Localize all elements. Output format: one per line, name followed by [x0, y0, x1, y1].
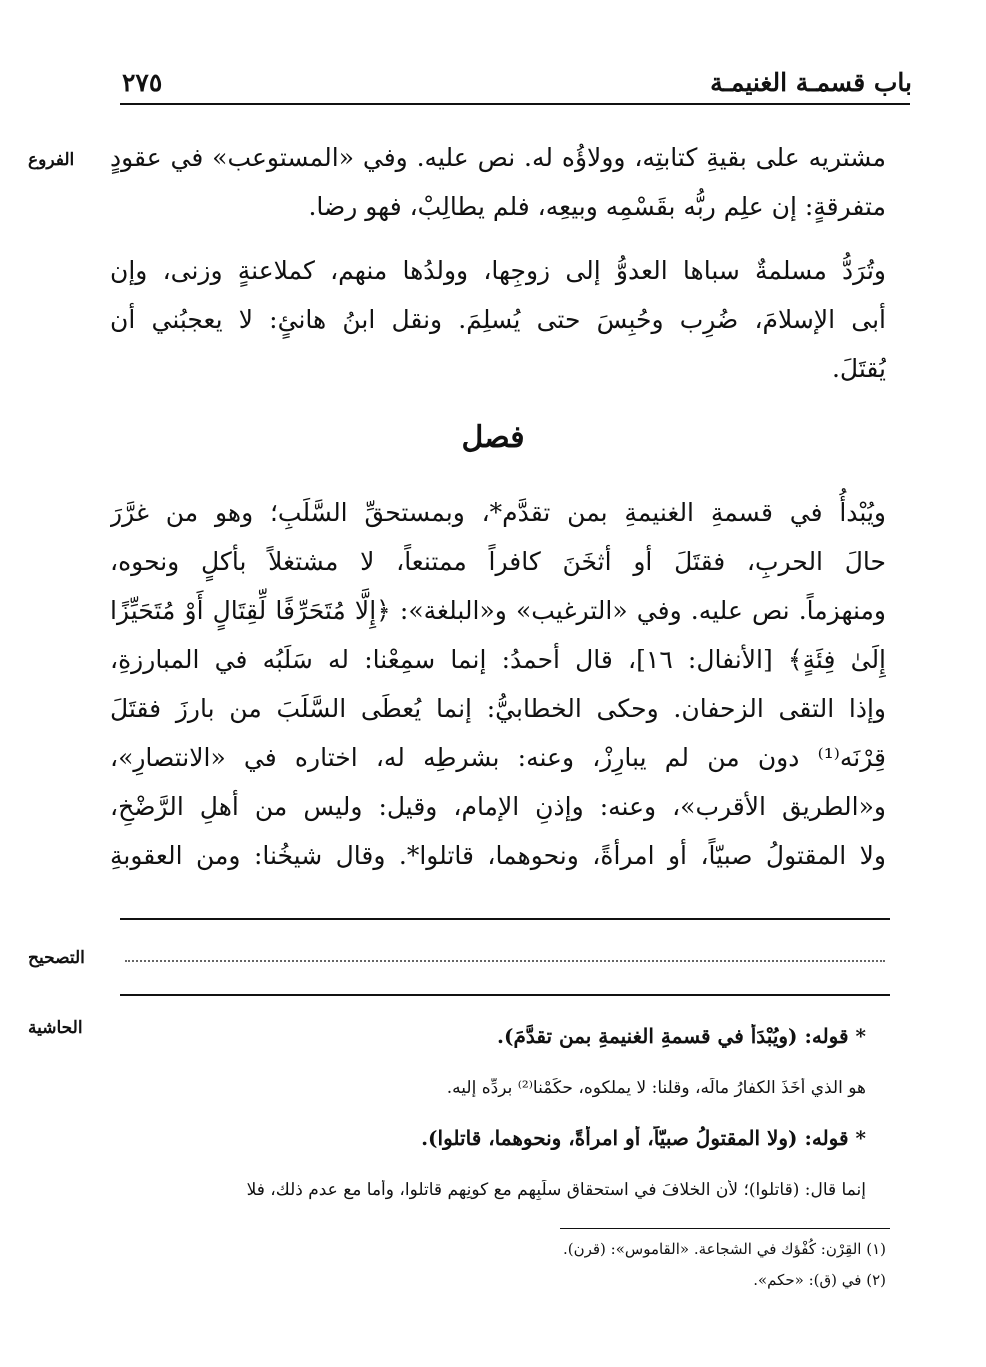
- footnote-rule: [560, 1228, 890, 1229]
- header-rule: [120, 103, 910, 105]
- running-head: باب قسمـة الغنيمـة: [710, 68, 912, 97]
- gloss-2-body: إنما قال: (قاتلوا)؛ لأن الخلافَ في استحقاقِ سلَبِهم مع كونِهم قاتلوا، وأما مع عدمِ ذلك، فلا: [246, 1180, 866, 1200]
- divider-rule: [120, 994, 890, 996]
- text-line: ويُبْدأُ في قسمةِ الغنيمةِ بمن تقدَّم*، وبمستحقِّ السَّلَبِ؛ وهو من غرَّرَ: [110, 498, 886, 527]
- page-number: ٢٧٥: [122, 68, 163, 97]
- footnote-1: (١) القِرْن: كُفْؤك في الشجاعة. «القاموس»: (قرن).: [562, 1240, 886, 1258]
- text-line: ومنهزماً. نص عليه. وفي «الترغيب» و«البلغة»: ﴿إِلَّا مُتَحَرِّفًا لِّقِتَالٍ أَوْ مُتَحَيِّزًا: [110, 596, 886, 625]
- divider-rule: [120, 918, 890, 920]
- page-header: [112, 68, 912, 104]
- text-line: وتُرَدُّ مسلمةٌ سباها العدوُّ إلى زوجِها، وولدُها منهم، كملاعنةٍ وزنى، وإن: [110, 256, 886, 285]
- side-label-hashiya: الحاشية: [28, 1018, 83, 1038]
- text-line: أبى الإسلامَ، ضُرِب وحُبِسَ حتى يُسلِمَ. ونقل ابنُ هانئٍ: لا يعجبُني أن: [110, 305, 886, 334]
- side-label-tashih: التصحيح: [28, 948, 85, 968]
- gloss-1-head: * قوله: (ويُبْدَأُ في قسمةِ الغنيمةِ بمن تقدَّمَ).: [497, 1024, 866, 1048]
- text-line: وإذا التقى الزحفان. وحكى الخطابيُّ: إنما يُعطَى السَّلَبَ من بارزَ فقتَلَ: [110, 694, 886, 723]
- text-line: قِرْنَه⁽¹⁾ دون من لم يبارِزْ، وعنه: بشرطِه له، اختاره في «الانتصارِ»،: [110, 743, 886, 772]
- gloss-2-head: * قوله: (ولا المقتولُ صبيّاً، أو امرأةً، ونحوهما، قاتلوا).: [421, 1126, 866, 1150]
- paragraph-1: [110, 133, 886, 231]
- text-line: ولا المقتولُ صبيّاً، أو امرأةً، ونحوهما، قاتلوا*. وقال شيخُنا: ومن العقوبةِ: [110, 841, 886, 870]
- text-line: متفرقةٍ: إن علِم ربُّه بقَسْمِه وبيعِه، فلم يطالِبْ، فهو رضا.: [308, 192, 886, 221]
- side-label-furu: الفروع: [28, 150, 75, 170]
- section-title: فصل: [461, 420, 525, 455]
- paragraph-2: [110, 246, 886, 393]
- text-line: حالَ الحربِ، فقتَلَ أو أثخَنَ كافراً ممتنعاً، لا مشتغلاً بأكلٍ ونحوه،: [110, 547, 886, 576]
- footnote-2: (٢) في (ق): «حكم».: [753, 1271, 886, 1289]
- text-line: و«الطريق الأقرب»، وعنه: وإذنِ الإمام، وقيل: وليس من أهلِ الرَّضْخِ،: [110, 792, 886, 821]
- text-line: إِلَىٰ فِئَةٍ﴾ [الأنفال: ١٦]، قال أحمدُ: إنما سمِعْنا: له سَلَبُه في المبارزةِ،: [110, 645, 886, 674]
- text-line: يُقتَلَ.: [831, 354, 886, 383]
- paragraph-3: [110, 488, 886, 880]
- gloss-1-body: هو الذي أخَذَ الكفارُ مالَه، وقلنا: لا يملكوه، حكَمْنا⁽²⁾ بردِّه إليه.: [446, 1078, 866, 1098]
- tashih-dotted-line: [125, 958, 885, 962]
- text-line: مشتريه على بقيةِ كتابتِه، وولاؤُه له. نص عليه. وفي «المستوعب» في عقودٍ: [110, 143, 886, 172]
